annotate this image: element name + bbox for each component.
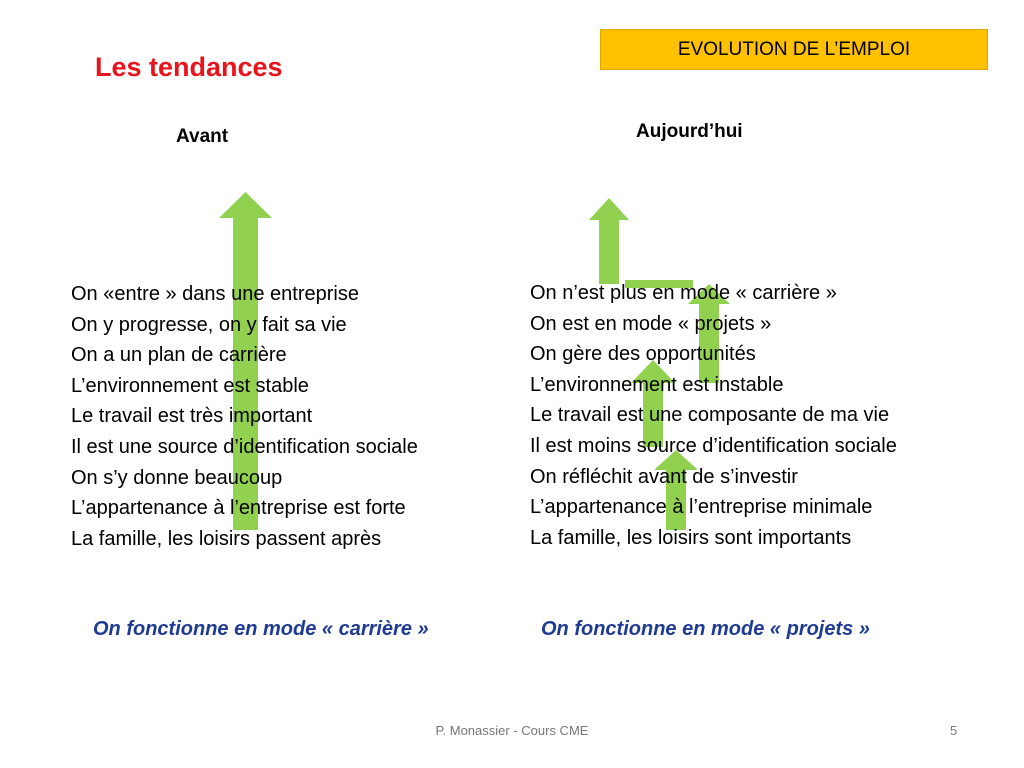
list-item: On «entre » dans une entreprise [71,283,359,305]
list-item: On s’y donne beaucoup [71,466,283,489]
list-item: Le travail est très important [71,405,313,428]
section-header-label: EVOLUTION DE L’EMPLOI [677,38,911,60]
list-item: On a un plan de carrière [71,344,287,367]
before-list [71,279,418,554]
now-conclusion: On fonctionne en mode « projets » [541,618,870,640]
list-item: On gère des opportunités [530,343,756,366]
list-item: La famille, les loisirs sont importants [530,526,852,549]
list-item: La famille, les loisirs passent après [71,527,382,550]
list-item: Il est moins source d’identification sociale [530,434,897,457]
list-item: L’environnement est stable [71,374,309,397]
page-number: 5 [950,723,958,738]
now-top-up-arrow-icon [589,198,629,284]
list-item: L’appartenance à l’entreprise est forte [71,497,406,520]
column-heading-before: Avant [176,126,229,147]
list-item: L’appartenance à l’entreprise minimale [530,496,873,519]
list-item: On réfléchit avant de s’investir [530,465,798,488]
list-item: Le travail est une composante de ma vie [530,404,890,427]
list-item: On n’est plus en mode « carrière » [530,282,837,304]
before-conclusion: On fonctionne en mode « carrière » [93,618,429,640]
list-item: On y progresse, on y fait sa vie [71,313,347,336]
list-item: Il est une source d’identification sociale [71,435,418,458]
footer-text: P. Monassier - Cours CME [435,723,589,738]
list-item: On est en mode « projets » [530,312,772,335]
list-item: L’environnement est instable [530,373,784,396]
column-heading-now: Aujourd’hui [636,121,743,142]
slide-title: Les tendances [95,52,283,82]
now-list [530,278,897,553]
